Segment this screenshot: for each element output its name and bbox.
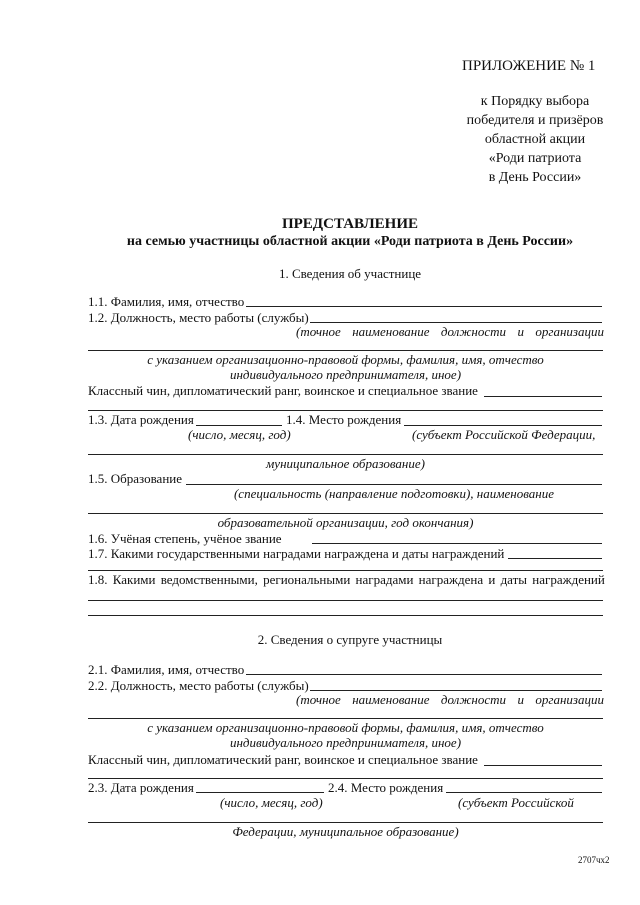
position-input-line-2[interactable] [88, 350, 603, 351]
field-label-spouse-birthplace: 2.4. Место рождения [328, 780, 444, 795]
spouse-position-hint: с указанием организационно-правовой формы, фамилия, имя, отчество [147, 720, 544, 735]
field-label-spouse-rank: Классный чин, дипломатический ранг, воинское и специальное звание [88, 752, 478, 767]
spouse-position-hint: индивидуального предпринимателя, иное) [229, 735, 462, 750]
spouse-position-input-line-2[interactable] [88, 718, 603, 719]
position-input-line[interactable] [310, 322, 602, 323]
spouse-position-input-line[interactable] [310, 690, 602, 691]
birthplace-hint: муниципальное образование) [266, 456, 425, 471]
section2-heading: 2. Сведения о супруге участницы [257, 632, 443, 647]
appendix-line: «Роди патриота [488, 151, 582, 166]
field-label-spouse-fio: 2.1. Фамилия, имя, отчество [88, 662, 245, 677]
position-hint: с указанием организационно-правовой формы, фамилия, имя, отчество [147, 352, 544, 367]
appendix-title: ПРИЛОЖЕНИЕ № 1 [462, 58, 596, 74]
birthdate-input-line[interactable] [196, 425, 282, 426]
document-title: ПРЕДСТАВЛЕНИЕ [281, 216, 419, 232]
field-label-fio: 1.1. Фамилия, имя, отчество [88, 294, 245, 309]
regional-awards-input-line[interactable] [88, 600, 603, 601]
field-label-position: 1.2. Должность, место работы (службы) [88, 310, 309, 325]
spouse-birthdate-input-line[interactable] [196, 792, 324, 793]
footer-code: 2707чх2 [578, 855, 610, 865]
birthdate-hint: (число, месяц, год) [188, 427, 291, 442]
regional-awards-input-line-2[interactable] [88, 615, 603, 616]
education-hint: образовательной организации, год окончания) [217, 515, 474, 530]
position-hint: индивидуального предпринимателя, иное) [229, 367, 462, 382]
birthplace-hint: (субъект Российской Федерации, [412, 427, 596, 442]
state-awards-input-line-2[interactable] [88, 570, 603, 571]
spouse-birthplace-input-line-2[interactable] [88, 822, 603, 823]
appendix-line: в День России» [488, 170, 582, 185]
spouse-birthplace-hint: (субъект Российской [458, 795, 574, 810]
field-label-birthplace: 1.4. Место рождения [286, 412, 402, 427]
birthplace-input-line-2[interactable] [88, 454, 603, 455]
spouse-position-hint: (точное наименование должности и организации [296, 692, 604, 707]
field-label-rank: Классный чин, дипломатический ранг, воинское и специальное звание [88, 383, 478, 398]
education-input-line[interactable] [186, 484, 602, 485]
spouse-fio-input-line[interactable] [246, 674, 602, 675]
spouse-rank-input-line-2[interactable] [88, 778, 603, 779]
appendix-line: областной акции [484, 132, 586, 147]
appendix-line: победителя и призёров [466, 113, 604, 128]
rank-input-line-2[interactable] [88, 410, 603, 411]
field-label-birthdate: 1.3. Дата рождения [88, 412, 194, 427]
state-awards-input-line[interactable] [508, 558, 602, 559]
degree-input-line[interactable] [312, 543, 602, 544]
field-label-spouse-position: 2.2. Должность, место работы (службы) [88, 678, 309, 693]
spouse-birthplace-hint: Федерации, муниципальное образование) [232, 824, 459, 839]
spouse-rank-input-line[interactable] [484, 765, 602, 766]
section1-heading: 1. Сведения об участнице [278, 266, 422, 281]
field-label-education: 1.5. Образование [88, 471, 183, 486]
field-label-spouse-birthdate: 2.3. Дата рождения [88, 780, 194, 795]
birthplace-input-line[interactable] [404, 425, 602, 426]
field-label-state-awards: 1.7. Какими государственными наградами награждена и даты награждений [88, 546, 505, 561]
spouse-birthdate-hint: (число, месяц, год) [220, 795, 323, 810]
education-hint: (специальность (направление подготовки), наименование [233, 486, 555, 501]
spouse-birthplace-input-line[interactable] [446, 792, 602, 793]
field-label-degree: 1.6. Учёная степень, учёное звание [88, 531, 282, 546]
education-input-line-2[interactable] [88, 513, 603, 514]
rank-input-line[interactable] [484, 396, 602, 397]
document-subtitle: на семью участницы областной акции «Роди патриота в День России» [126, 234, 574, 249]
field-label-regional-awards: 1.8. Какими ведомственными, региональными наградами награждена и даты награждений [88, 572, 605, 587]
fio-input-line[interactable] [246, 306, 602, 307]
position-hint: (точное наименование должности и организации [296, 324, 604, 339]
appendix-line: к Порядку выбора [480, 94, 590, 109]
